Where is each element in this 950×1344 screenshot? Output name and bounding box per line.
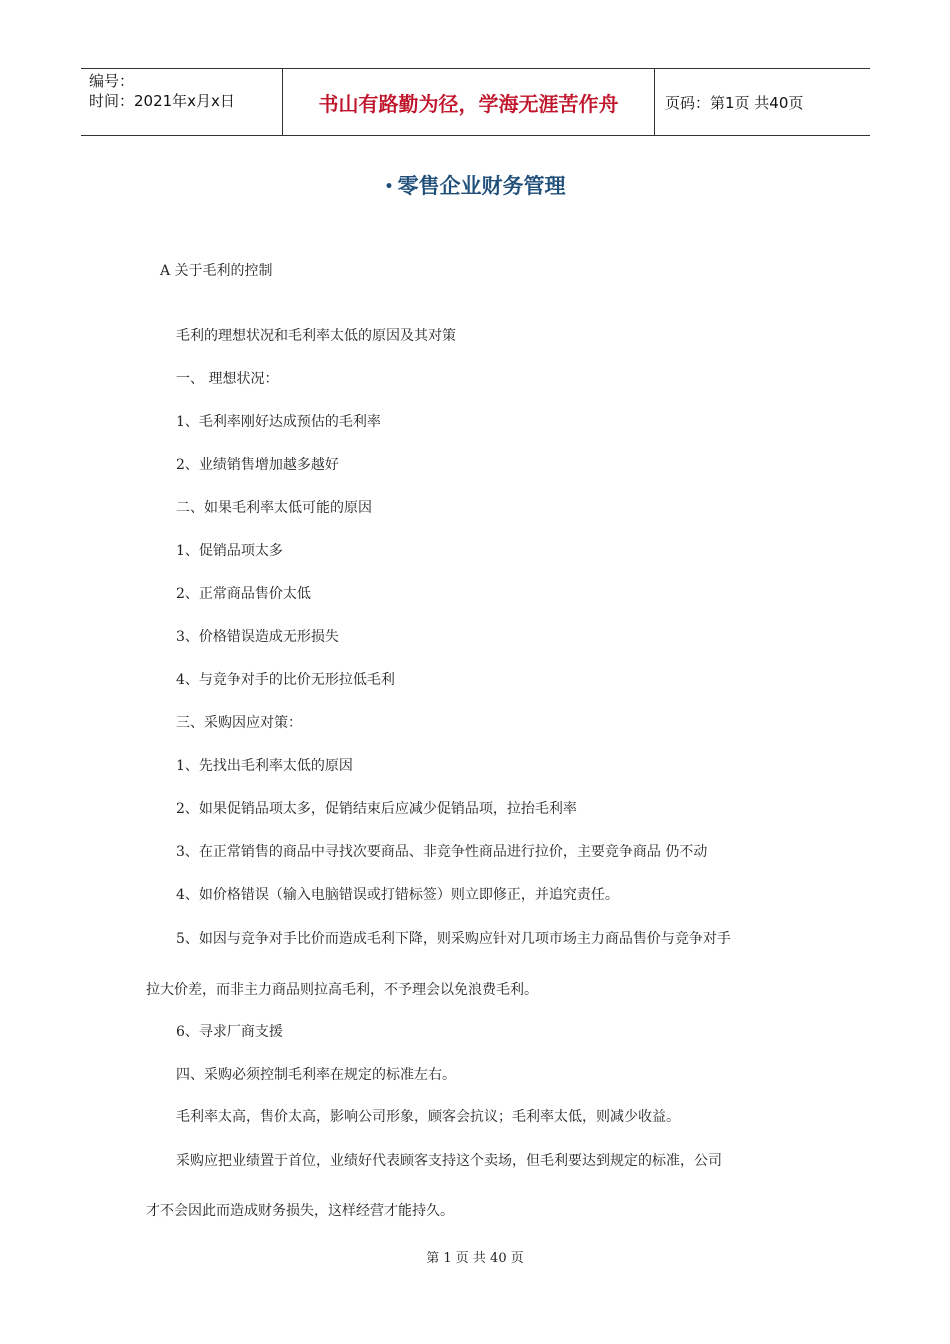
body-line-21: 才不会因此而造成财务损失，这样经营才能持久。 [146,1203,454,1219]
motto-cell [282,69,655,135]
body-line-3: 1、毛利率刚好达成预估的毛利率 [176,414,381,430]
page-footer: 第 1 页 共 40 页 [426,1251,524,1266]
page-info-cell [655,69,870,135]
body-line-8: 3、价格错误造成无形损失 [176,629,339,645]
body-line-7: 2、正常商品售价太低 [176,586,311,602]
header-table [81,68,870,136]
body-line-15: 5、如因与竞争对手比价而造成毛利下降，则采购应针对几项市场主力商品售价与竞争对手 [176,931,731,947]
body-line-16: 拉大价差，而非主力商品则拉高毛利，不予理会以免浪费毛利。 [146,982,538,998]
body-line-10: 三、采购因应对策： [176,715,302,731]
body-line-4: 2、业绩销售增加越多越好 [176,457,339,473]
header-meta-cell [81,69,282,135]
body-line-18: 四、采购必须控制毛利率在规定的标准左右。 [176,1067,456,1083]
section-heading: A 关于毛利的控制 [160,263,273,279]
serial-number-label: 编号： [89,72,135,90]
body-line-13: 3、在正常销售的商品中寻找次要商品、非竞争性商品进行拉价，主要竞争商品 仍不动 [176,844,708,860]
date-label: 时间：2021年x月x日 [89,92,235,110]
motto-text: 书山有路勤为径，学海无涯苦作舟 [318,91,619,116]
bullet-icon: • [384,179,394,195]
body-line-20: 采购应把业绩置于首位，业绩好代表顾客支持这个卖场，但毛利要达到规定的标准，公司 [176,1153,722,1169]
body-line-17: 6、寻求厂商支援 [176,1024,283,1040]
body-line-9: 4、与竞争对手的比价无形拉低毛利 [176,672,395,688]
body-line-6: 1、促销品项太多 [176,543,283,559]
body-line-19: 毛利率太高，售价太高，影响公司形象，顾客会抗议；毛利率太低，则减少收益。 [176,1109,680,1125]
body-line-14: 4、如价格错误（输入电脑错误或打错标签）则立即修正，并追究责任。 [176,887,619,903]
body-line-1: 毛利的理想状况和毛利率太低的原因及其对策 [176,328,456,344]
body-line-12: 2、如果促销品项太多，促销结束后应减少促销品项，拉抬毛利率 [176,801,577,817]
document-title [0,170,950,200]
body-line-2: 一、 理想状况： [176,371,279,387]
body-line-11: 1、先找出毛利率太低的原因 [176,758,353,774]
page-info-text: 页码：第1页 共40页 [665,93,804,112]
body-line-5: 二、如果毛利率太低可能的原因 [176,500,372,516]
document-title-text: 零售企业财务管理 [397,174,566,198]
